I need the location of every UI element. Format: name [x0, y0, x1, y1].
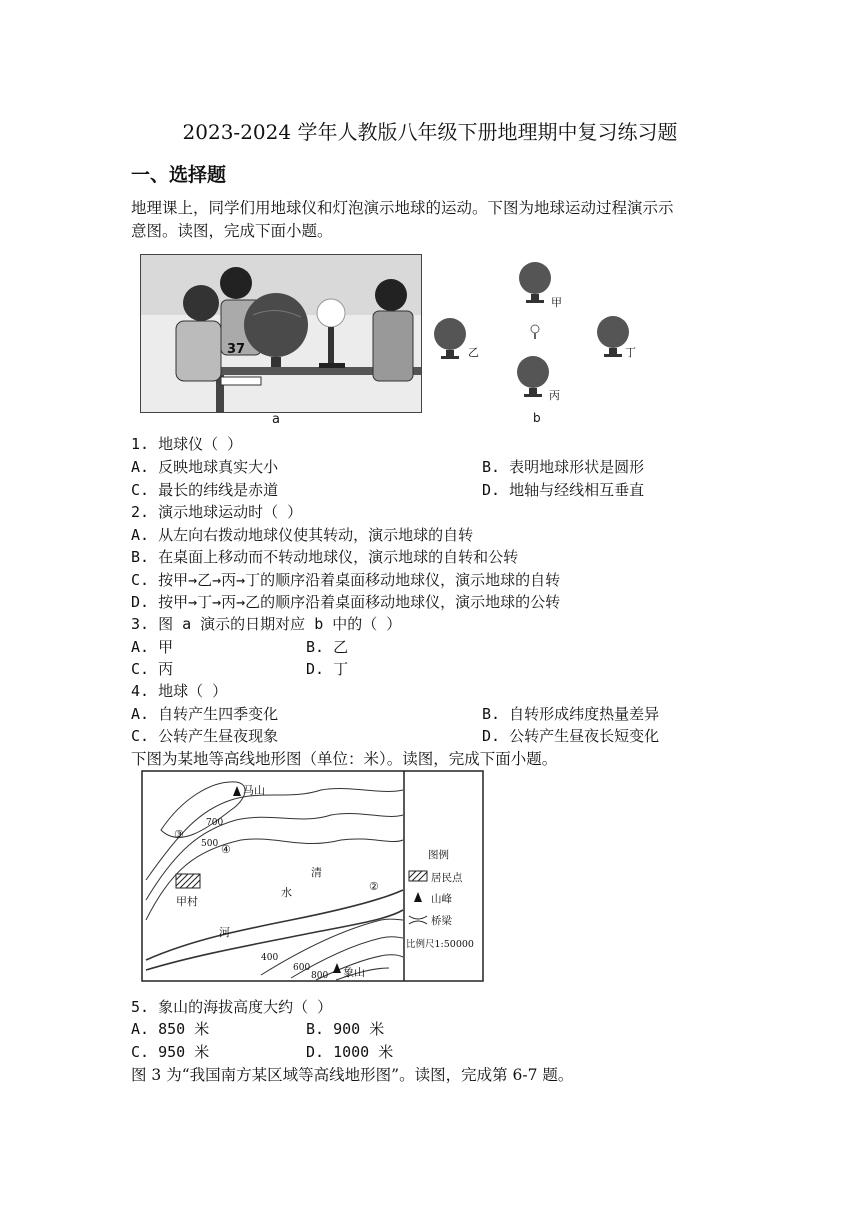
- jersey-number: 37: [227, 342, 246, 357]
- point-label: ④: [221, 843, 231, 856]
- point-label: ②: [369, 880, 379, 893]
- legend-peak: 山峰: [431, 893, 452, 905]
- q2-stem: 2. 演示地球运动时（ ）: [131, 503, 303, 521]
- section-heading: 一、选择题: [131, 164, 227, 186]
- figure-a-photo: [140, 254, 422, 413]
- globe-label-bing: 丙: [549, 389, 560, 402]
- q1-option-d: D. 地轴与经线相互垂直: [482, 481, 645, 499]
- river-label: 清: [311, 866, 322, 879]
- intro-text: 地理课上，同学们用地球仪和灯泡演示地球的运动。下图为地球运动过程演示示: [131, 199, 674, 217]
- river-label: 水: [281, 886, 292, 899]
- page-title: 2023-2024 学年人教版八年级下册地理期中复习练习题: [182, 120, 678, 144]
- globe-label-yi: 乙: [468, 346, 479, 359]
- q4-stem: 4. 地球（ ）: [131, 682, 228, 700]
- intro-text-2: 下图为某地等高线地形图（单位：米）。读图，完成下面小题。: [131, 750, 558, 768]
- q5-option-c: C. 950 米: [131, 1043, 210, 1061]
- point-label: ③: [174, 828, 184, 841]
- q4-option-c: C. 公转产生昼夜现象: [131, 727, 279, 745]
- q1-option-c: C. 最长的纬线是赤道: [131, 481, 279, 499]
- contour-label: 700: [206, 818, 224, 828]
- contour-label: 400: [261, 953, 279, 963]
- legend-bridge: 桥梁: [431, 915, 452, 927]
- globe-yi: [434, 318, 466, 359]
- q5-option-d: D. 1000 米: [306, 1043, 394, 1061]
- lamp-icon: [531, 325, 539, 333]
- q4-option-d: D. 公转产生昼夜长短变化: [482, 727, 660, 745]
- intro-text: 意图。读图，完成下面小题。: [131, 222, 333, 240]
- q1-stem: 1. 地球仪（ ）: [131, 435, 243, 453]
- q5-option-b: B. 900 米: [306, 1020, 385, 1038]
- q3-option-a: A. 甲: [131, 638, 174, 656]
- peak-label-mashan: 马山: [243, 784, 265, 797]
- q1-option-b: B. 表明地球形状是圆形: [482, 458, 645, 476]
- legend-settlement: 居民点: [431, 872, 463, 884]
- q3-option-d: D. 丁: [306, 660, 349, 678]
- river-label: 河: [219, 926, 230, 939]
- figure-b-caption: b: [533, 411, 541, 425]
- figure-b-globes: [425, 254, 640, 429]
- legend-scale: 比例尺1:50000: [406, 939, 474, 950]
- figure-a-caption: a: [272, 412, 280, 427]
- peak-label-xiangshan: 象山: [343, 966, 365, 979]
- q1-option-a: A. 反映地球真实大小: [131, 458, 279, 476]
- contour-label: 500: [201, 839, 219, 849]
- q3-option-c: C. 丙: [131, 660, 174, 678]
- q2-option-b: B. 在桌面上移动而不转动地球仪，演示地球的自转和公转: [131, 548, 519, 566]
- q5-option-a: A. 850 米: [131, 1020, 210, 1038]
- contour-label: 600: [293, 963, 311, 973]
- globe-label-ding: 丁: [625, 346, 636, 359]
- contour-map: [141, 770, 484, 982]
- contour-label: 800: [311, 971, 329, 981]
- globe-bing: [517, 356, 549, 397]
- intro-text-3: 图 3 为“我国南方某区域等高线地形图”。读图，完成第 6-7 题。: [131, 1066, 574, 1084]
- q3-option-b: B. 乙: [306, 638, 349, 656]
- q2-option-a: A. 从左向右拨动地球仪使其转动，演示地球的自转: [131, 526, 474, 544]
- village-label: 甲村: [176, 895, 198, 908]
- q3-stem: 3. 图 a 演示的日期对应 b 中的（ ）: [131, 615, 402, 633]
- q4-option-b: B. 自转形成纬度热量差异: [482, 705, 660, 723]
- q2-option-d: D. 按甲→丁→丙→乙的顺序沿着桌面移动地球仪，演示地球的公转: [131, 593, 561, 611]
- legend-title: 图例: [428, 849, 449, 861]
- q2-option-c: C. 按甲→乙→丙→丁的顺序沿着桌面移动地球仪，演示地球的自转: [131, 571, 561, 589]
- globe-label-jia: 甲: [551, 296, 562, 309]
- q4-option-a: A. 自转产生四季变化: [131, 705, 279, 723]
- q5-stem: 5. 象山的海拔高度大约（ ）: [131, 998, 333, 1016]
- globe-jia: [519, 262, 551, 303]
